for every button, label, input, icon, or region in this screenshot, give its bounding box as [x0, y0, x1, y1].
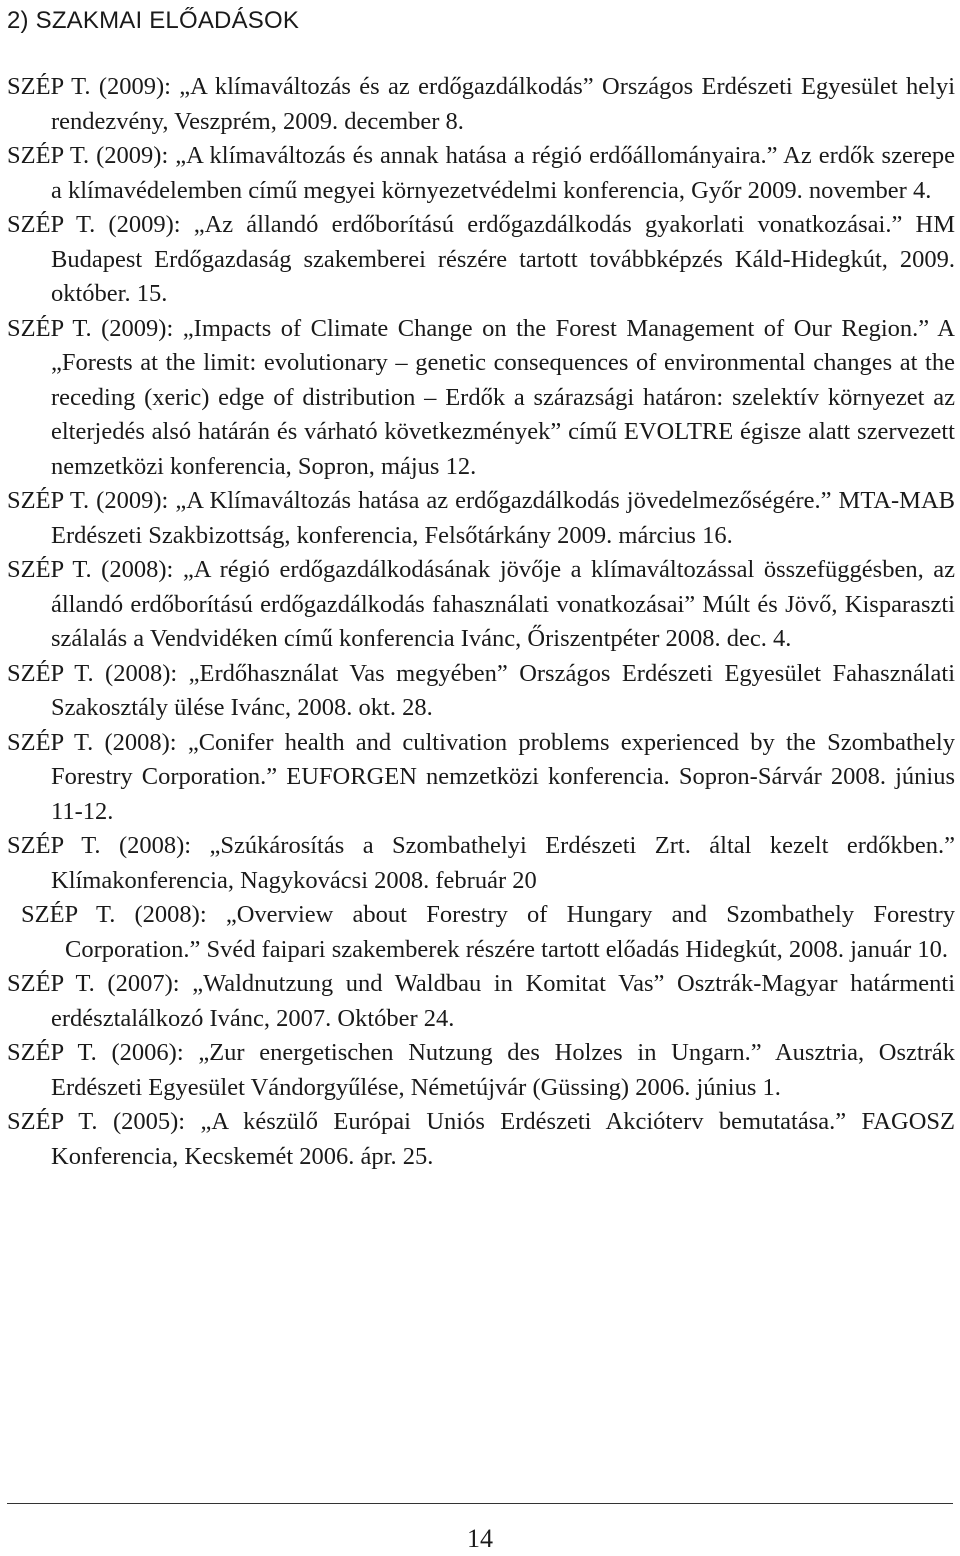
- lecture-entry: SZÉP T. (2009): „Impacts of Climate Change on the Forest Management of Our Region.” A „Forests at the limit: evolutionary – genetic consequences of environmental changes at the receding (xeric) edge of distribution – Erdők a szárazsági határon: szelektív környezet az elterjedés alsó határán és várható következmények” című EVOLTRE égisze alatt szervezett nemzetközi konferencia, Sopron, május 12.: [7, 314, 955, 480]
- lecture-entry: SZÉP T. (2006): „Zur energetischen Nutzung des Holzes in Ungarn.” Ausztria, Osztrák Erdészeti Egyesület Vándorgyűlése, Németújvár (Güssing) 2006. június 1.: [7, 1039, 955, 1101]
- lecture-entry: SZÉP T. (2009): „A klímaváltozás és annak hatása a régió erdőállományaira.” Az erdők szerepe a klímavédelemben című megyei környezetvédelmi konferencia, Győr 2009. november 4.: [7, 142, 955, 204]
- footer-divider: [7, 1503, 953, 1504]
- lecture-entry: SZÉP T. (2008): „Overview about Forestry of Hungary and Szombathely Forestry Corporation.” Svéd faipari szakemberek részére tartott előadás Hidegkút, 2008. január 10.: [21, 901, 955, 963]
- lecture-entry: SZÉP T. (2008): „Szúkárosítás a Szombathelyi Erdészeti Zrt. által kezelt erdőkben.” Klímakonferencia, Nagykovácsi 2008. február 20: [7, 832, 955, 894]
- page-number: 14: [467, 1524, 493, 1553]
- lecture-entry: SZÉP T. (2007): „Waldnutzung und Waldbau in Komitat Vas” Osztrák-Magyar határmenti erdésztalálkozó Ivánc, 2007. Október 24.: [7, 970, 955, 1032]
- lecture-entry: SZÉP T. (2008): „Erdőhasználat Vas megyében” Országos Erdészeti Egyesület Fahasználati Szakosztály ülése Ivánc, 2008. okt. 28.: [7, 659, 955, 721]
- section-title: 2) SZAKMAI ELŐADÁSOK: [7, 7, 300, 34]
- lecture-entry: SZÉP T. (2008): „Conifer health and cultivation problems experienced by the Szombathely Forestry Corporation.” EUFORGEN nemzetközi konferencia. Sopron-Sárvár 2008. június 11-12.: [7, 728, 955, 825]
- lecture-list: [7, 70, 955, 1174]
- lecture-entry: SZÉP T. (2009): „A Klímaváltozás hatása az erdőgazdálkodás jövedelmezőségére.” MTA-MAB Erdészeti Szakbizottság, konferencia, Felsőtárkány 2009. március 16.: [7, 487, 955, 549]
- lecture-entry: SZÉP T. (2009): „Az állandó erdőborítású erdőgazdálkodás gyakorlati vonatkozásai.” HM Budapest Erdőgazdaság szakemberei részére tartott továbbképzés Káld-Hidegkút, 2009. október. 15.: [7, 211, 955, 307]
- lecture-entry: SZÉP T. (2009): „A klímaváltozás és az erdőgazdálkodás” Országos Erdészeti Egyesület helyi rendezvény, Veszprém, 2009. december 8.: [7, 73, 955, 135]
- lecture-entry: SZÉP T. (2005): „A készülő Európai Uniós Erdészeti Akcióterv bemutatása.” FAGOSZ Konferencia, Kecskemét 2006. ápr. 25.: [7, 1108, 955, 1170]
- lecture-entry: SZÉP T. (2008): „A régió erdőgazdálkodásának jövője a klímaváltozással összefüggésben, az állandó erdőborítású erdőgazdálkodás fahasználati vonatkozásai” Múlt és Jövő, Kisparaszti szálalás a Vendvidéken című konferencia Ivánc, Őriszentpéter 2008. dec. 4.: [7, 556, 955, 652]
